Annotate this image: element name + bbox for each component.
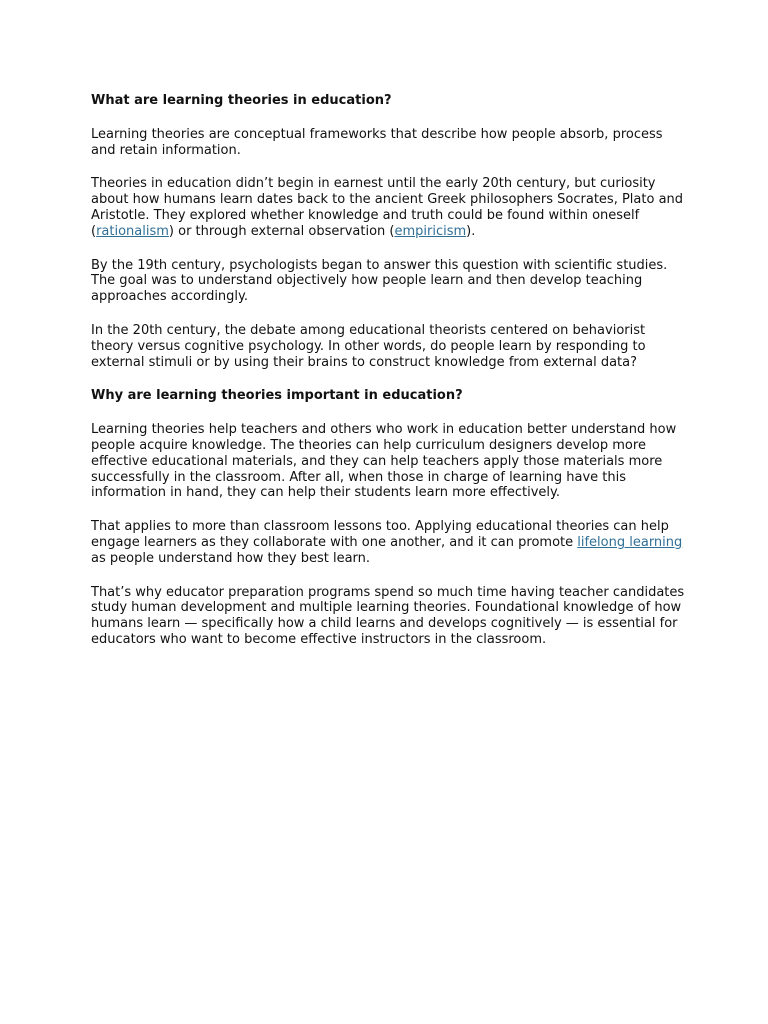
- paragraph-importance: Learning theories help teachers and others who work in education better understand how people acquire knowledge. The theories can help curriculum designers develop more effective educational materials, and they can help teachers apply those materials more successfully in the classroom. After all, when those in charge of learning have this information in hand, they can help their students learn more effectively.: [91, 422, 677, 501]
- rationalism-link[interactable]: rationalism: [96, 223, 169, 239]
- paragraph-19th-century: By the 19th century, psychologists began to answer this question with scientific studies. The goal was to understand objectively how people learn and then develop teaching approaches accordingly.: [91, 257, 668, 305]
- paragraph-educator-preparation: That’s why educator preparation programs spend so much time having teacher candidates study human development and multiple learning theories. Foundational knowledge of how humans learn — specifically how a child learns and develops cognitively — is essential for educators who want to become effective instructors in the classroom.: [91, 584, 685, 647]
- paragraph-20th-century: In the 20th century, the debate among educational theorists centered on behaviorist theory versus cognitive psychology. In other words, do people learn by responding to external stimuli or by using their brains to construct knowledge from external data?: [91, 322, 646, 370]
- document-page: [91, 93, 691, 666]
- paragraph-definition: Learning theories are conceptual frameworks that describe how people absorb, process and retain information.: [91, 126, 663, 158]
- paragraph-history-text-c: ).: [466, 223, 476, 239]
- paragraph-beyond-classroom-text-b: as people understand how they best learn.: [91, 550, 371, 566]
- heading-why-important: Why are learning theories important in education?: [91, 388, 463, 404]
- paragraph-history-text-a: Theories in education didn’t begin in earnest until the early 20th century, but curiosity about how humans learn dates back to the ancient Greek philosophers Socrates, Plato and Aristotle. They explored whether knowledge and truth could be found within oneself (: [91, 176, 684, 239]
- heading-what-are-learning-theories: What are learning theories in education?: [91, 93, 392, 108]
- empiricism-link[interactable]: empiricism: [394, 223, 467, 239]
- paragraph-beyond-classroom: [91, 519, 691, 566]
- paragraph-beyond-classroom-text-a: That applies to more than classroom lessons too. Applying educational theories can help engage learners as they collaborate with one another, and it can promote: [91, 519, 669, 550]
- paragraph-history: [91, 176, 691, 239]
- lifelong-learning-link[interactable]: lifelong learning: [577, 534, 683, 550]
- paragraph-history-text-b: ) or through external observation (: [168, 223, 395, 239]
